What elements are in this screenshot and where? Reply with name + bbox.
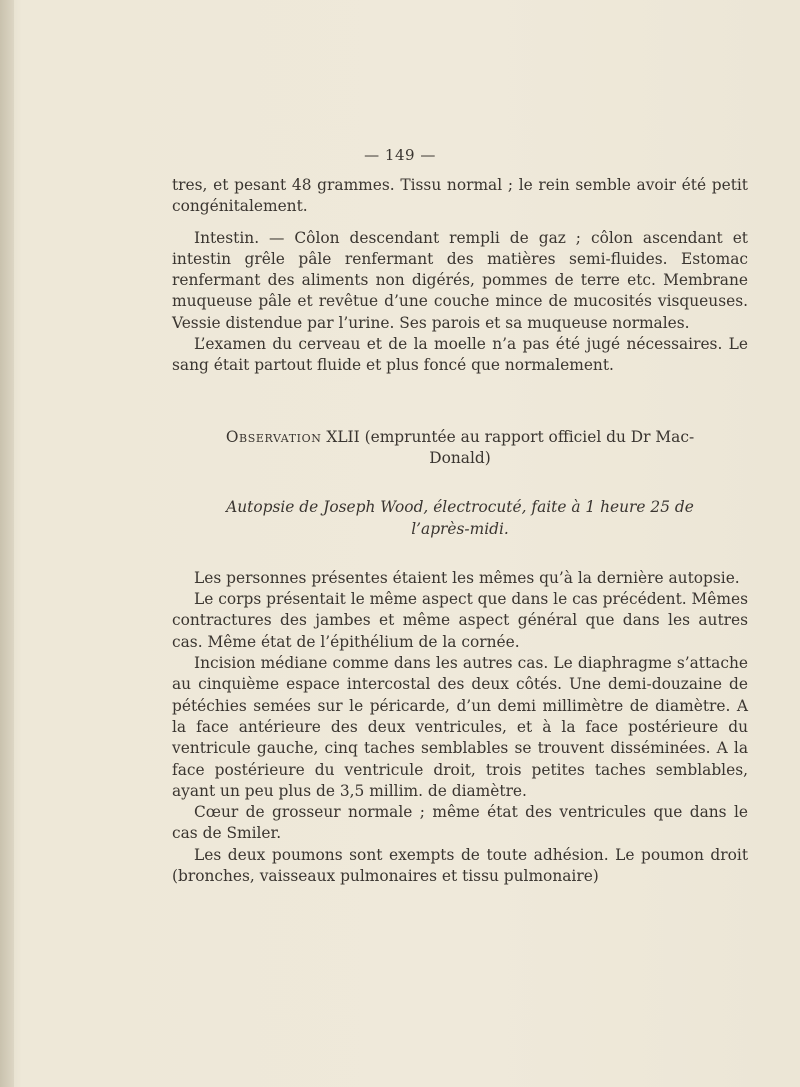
page-body [172,175,748,887]
paragraph-cerveau: L’examen du cerveau et de la moelle n’a pas été jugé nécessaires. Le sang était partout fluide et plus foncé que normalement. [172,335,748,375]
paragraph-incision: Incision médiane comme dans les autres cas. Le diaphragme s’attache au cinquième espace intercostal des deux côtés. Une demi-douzaine de pétéchies semées sur le péricarde, d’un demi millimètre de diamètre. A la face antérieure des deux ventricules, et à la face postérieure du ventricule gauche, cinq taches semblables se trouvent disséminées. A la face postérieure du ventricule droit, trois petites taches semblables, ayant un peu plus de 3,5 millim. de diamètre. [172,654,748,800]
paragraph-personnes: Les personnes présentes étaient les mêmes qu’à la dernière autopsie. [194,568,740,587]
paragraph-poumons: Les deux poumons sont exempts de toute adhésion. Le poumon droit (bronches, vaisseaux pulmonaires et tissu pulmonaire) [172,845,748,886]
observation-heading-line1: XLII (empruntée au rapport officiel du Dr Mac- [326,427,695,446]
observation-heading [172,427,748,470]
autopsy-subtitle-line1: Autopsie de Joseph Wood, électrocuté, faite à 1 heure 25 de [226,498,694,517]
observation-label: Observation [225,427,322,446]
paragraph-corps: Le corps présentait le même aspect que dans le cas précédent. Mêmes contractures des jambes et même aspect général que dans les autres cas. Même état de l’épithélium de la cornée. [172,590,749,651]
autopsy-subtitle-line2: l’après-midi. [411,519,509,538]
paragraph-coeur: Cœur de grosseur normale ; même état des ventricules que dans le cas de Smiler. [172,803,748,843]
paragraph-intestin: Intestin. — Côlon descendant rempli de gaz ; côlon ascendant et intestin grêle pâle renfermant des matières semi-fluides. Estomac renfermant des aliments non digérés, pommes de terre etc. Membrane muqueuse pâle et revêtue d’une couche mince de mucosités visqueuses. Vessie distendue par l’urine. Ses parois et sa muqueuse normales. [172,228,748,332]
intro-paragraph: tres, et pesant 48 grammes. Tissu normal ; le rein semble avoir été petit congénitalement. [172,176,748,216]
page-number: — 149 — [364,146,436,164]
observation-heading-line2: Donald) [429,448,491,467]
